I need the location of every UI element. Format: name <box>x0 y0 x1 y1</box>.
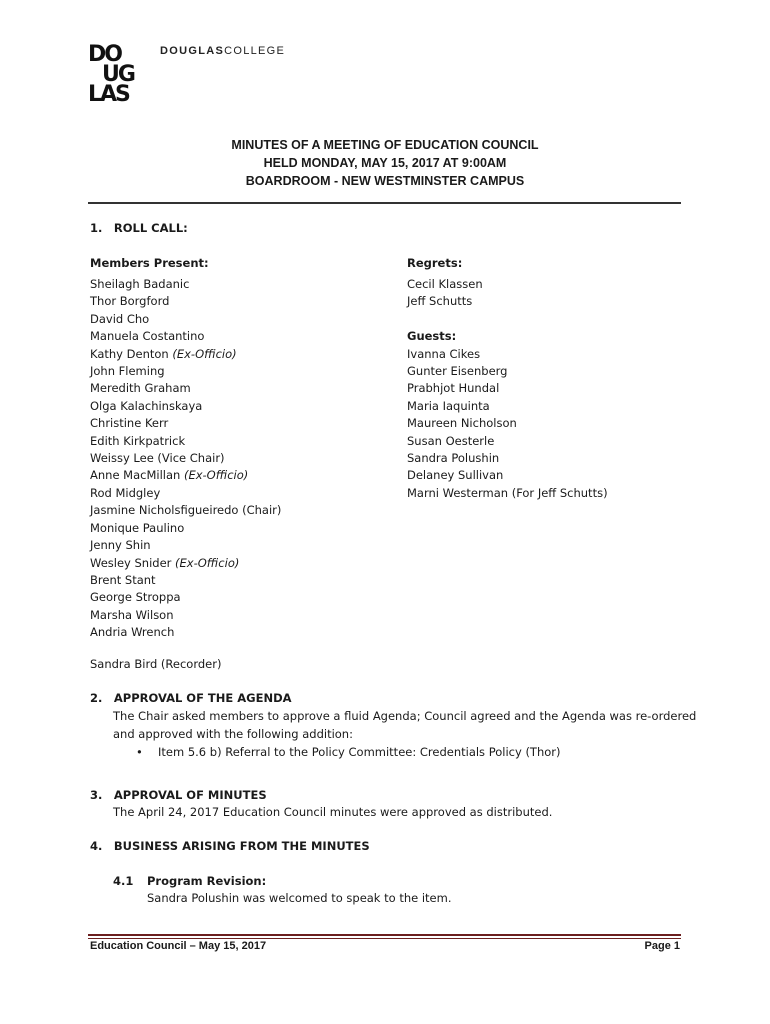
document-title <box>88 136 682 190</box>
subsection-number: 4.1 <box>113 874 134 888</box>
member-row: Wesley Snider (Ex-Officio) <box>90 555 240 570</box>
section-2-line-1: The Chair asked members to approve a fluid Agenda; Council agreed and the Agenda was re-ordered <box>113 709 697 723</box>
member-row: Rod Midgley <box>90 485 161 500</box>
section-3-line-1: The April 24, 2017 Education Council minutes were approved as distributed. <box>113 805 553 819</box>
members-heading: Members Present: <box>90 256 209 270</box>
logo-row-2: UG <box>102 62 134 87</box>
footer-rule-thin <box>88 938 681 939</box>
spacer <box>407 311 608 328</box>
regrets-guests-column <box>407 276 608 502</box>
member-row: Meredith Graham <box>90 381 191 396</box>
member-row: David Cho <box>90 311 150 326</box>
logo-row-3: LAS <box>88 82 129 107</box>
guest-row: Prabhjot Hundal <box>407 381 500 396</box>
guest-row: Susan Oesterle <box>407 433 495 448</box>
member-row: Christine Kerr <box>90 416 169 431</box>
title-line-2: HELD MONDAY, MAY 15, 2017 AT 9:00AM <box>263 156 507 170</box>
guest-row: Maria Iaquinta <box>407 398 490 413</box>
douglas-logo-mark <box>88 44 150 106</box>
member-row: Marsha Wilson <box>90 607 174 622</box>
member-row: Monique Paulino <box>90 520 185 535</box>
footer-meeting-label: Education Council – May 15, 2017 <box>90 940 267 952</box>
page-number: Page 1 <box>644 940 680 952</box>
section-4-heading: 4. BUSINESS ARISING FROM THE MINUTES <box>90 839 370 853</box>
title-divider <box>88 202 681 204</box>
guest-row: Ivanna Cikes <box>407 346 481 361</box>
member-row: Brent Stant <box>90 572 156 587</box>
subsection-text: Sandra Polushin was welcomed to speak to the item. <box>147 891 452 905</box>
regret-row: Jeff Schutts <box>407 294 473 309</box>
member-row: John Fleming <box>90 364 165 379</box>
section-1-heading: 1. ROLL CALL: <box>90 221 188 235</box>
guest-row: Delaney Sullivan <box>407 468 504 483</box>
member-row: Jenny Shin <box>90 538 151 553</box>
section-2-bullet: Item 5.6 b) Referral to the Policy Committee: Credentials Policy (Thor) <box>158 745 561 759</box>
subsection-heading: Program Revision: <box>147 874 267 888</box>
regret-row: Cecil Klassen <box>407 277 483 291</box>
bullet-icon: • <box>136 745 143 759</box>
member-row: George Stroppa <box>90 590 181 605</box>
member-row: Sheilagh Badanic <box>90 277 190 291</box>
member-row: Olga Kalachinskaya <box>90 398 203 413</box>
section-2-line-2: and approved with the following addition: <box>113 727 353 741</box>
regrets-heading: Regrets: <box>407 256 463 270</box>
footer-rule-thick <box>88 934 681 936</box>
guests-heading: Guests: <box>407 329 457 344</box>
member-row: Edith Kirkpatrick <box>90 433 186 448</box>
guest-row: Maureen Nicholson <box>407 416 517 431</box>
title-line-3: BOARDROOM - NEW WESTMINSTER CAMPUS <box>245 174 525 188</box>
guest-row: Sandra Polushin <box>407 451 500 466</box>
wordmark-rest: COLLEGE <box>224 45 286 57</box>
members-list <box>90 276 281 642</box>
college-wordmark <box>160 45 285 57</box>
wordmark-bold: DOUGLAS <box>160 45 225 57</box>
recorder-line: Sandra Bird (Recorder) <box>90 657 222 671</box>
section-2-heading: 2. APPROVAL OF THE AGENDA <box>90 691 292 705</box>
member-row: Jasmine Nicholsfigueiredo (Chair) <box>90 503 282 518</box>
member-row: Anne MacMillan (Ex-Officio) <box>90 468 249 483</box>
member-row: Kathy Denton (Ex-Officio) <box>90 346 237 361</box>
section-3-heading: 3. APPROVAL OF MINUTES <box>90 788 267 802</box>
member-row: Thor Borgford <box>90 294 170 309</box>
member-row: Weissy Lee (Vice Chair) <box>90 451 225 466</box>
title-line-1: MINUTES OF A MEETING OF EDUCATION COUNCIL <box>231 138 539 152</box>
guest-row: Gunter Eisenberg <box>407 364 508 379</box>
member-row: Andria Wrench <box>90 625 175 640</box>
logo-row-1: DO <box>88 42 121 67</box>
member-row: Manuela Costantino <box>90 329 205 344</box>
guest-row: Marni Westerman (For Jeff Schutts) <box>407 485 608 500</box>
